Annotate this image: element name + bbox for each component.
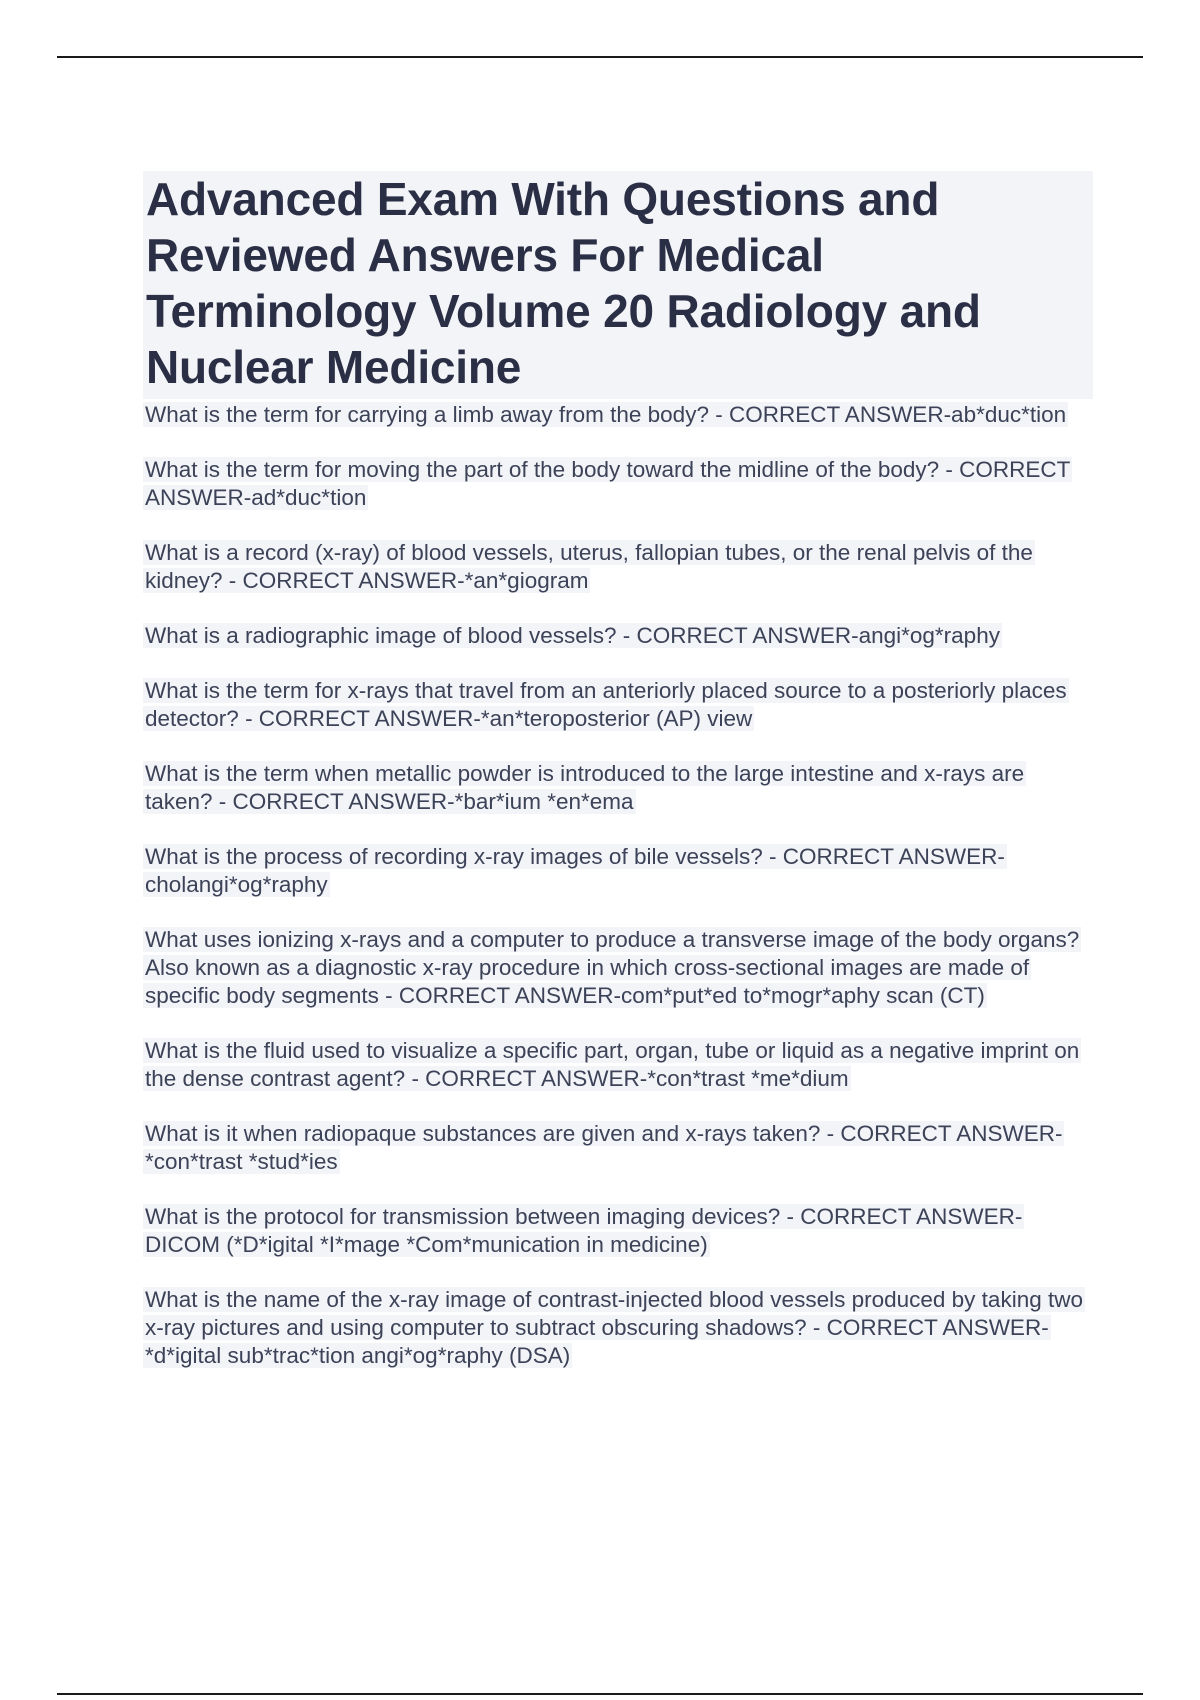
document-title: Advanced Exam With Questions and Reviewed Answers For Medical Terminology Volume 20 Radiology and Nuclear Medicine bbox=[146, 173, 981, 393]
list-item bbox=[143, 539, 1093, 595]
qa-text: What is a radiographic image of blood vessels? - CORRECT ANSWER-angi*og*raphy bbox=[145, 623, 1000, 648]
qa-text: What uses ionizing x-rays and a computer to produce a transverse image of the body organs? Also known as a diagnostic x-ray procedure in which cross-sectional images are made of specific body segments - CORRECT ANSWER-com*put*ed to*mogr*aphy scan (CT) bbox=[145, 927, 1080, 1008]
qa-text: What is the term for moving the part of the body toward the midline of the body? - CORRECT ANSWER-ad*duc*tion bbox=[145, 457, 1071, 510]
qa-text: What is it when radiopaque substances are given and x-rays taken? - CORRECT ANSWER-*con*trast *stud*ies bbox=[145, 1121, 1063, 1174]
qa-text: What is the name of the x-ray image of contrast-injected blood vessels produced by taking two x-ray pictures and using computer to subtract obscuring shadows? - CORRECT ANSWER-*d*igital sub*trac*tion angi*og*raphy (DSA) bbox=[145, 1287, 1083, 1368]
list-item bbox=[143, 1037, 1093, 1093]
list-item bbox=[143, 456, 1093, 512]
qa-list bbox=[143, 401, 1093, 1370]
list-item bbox=[143, 760, 1093, 816]
list-item bbox=[143, 1286, 1093, 1370]
list-item bbox=[143, 401, 1093, 429]
list-item bbox=[143, 622, 1093, 650]
qa-text: What is the term when metallic powder is introduced to the large intestine and x-rays are taken? - CORRECT ANSWER-*bar*ium *en*ema bbox=[145, 761, 1025, 814]
top-rule bbox=[57, 56, 1143, 58]
list-item bbox=[143, 1203, 1093, 1259]
qa-text: What is a record (x-ray) of blood vessels, uterus, fallopian tubes, or the renal pelvis of the kidney? - CORRECT ANSWER-*an*giogram bbox=[145, 540, 1033, 593]
list-item bbox=[143, 1120, 1093, 1176]
bottom-rule bbox=[57, 1693, 1143, 1695]
list-item bbox=[143, 677, 1093, 733]
qa-text: What is the protocol for transmission between imaging devices? - CORRECT ANSWER-DICOM (*D*igital *I*mage *Com*munication in medicine) bbox=[145, 1204, 1023, 1257]
qa-text: What is the process of recording x-ray images of bile vessels? - CORRECT ANSWER-cholangi*og*raphy bbox=[145, 844, 1005, 897]
qa-text: What is the term for x-rays that travel from an anteriorly placed source to a posteriorly places detector? - CORRECT ANSWER-*an*teroposterior (AP) view bbox=[145, 678, 1067, 731]
qa-text: What is the term for carrying a limb away from the body? - CORRECT ANSWER-ab*duc*tion bbox=[145, 402, 1067, 427]
list-item bbox=[143, 926, 1093, 1010]
document-content bbox=[143, 171, 1093, 1397]
list-item bbox=[143, 843, 1093, 899]
title-block bbox=[143, 171, 1093, 399]
qa-text: What is the fluid used to visualize a specific part, organ, tube or liquid as a negative imprint on the dense contrast agent? - CORRECT ANSWER-*con*trast *me*dium bbox=[145, 1038, 1080, 1091]
